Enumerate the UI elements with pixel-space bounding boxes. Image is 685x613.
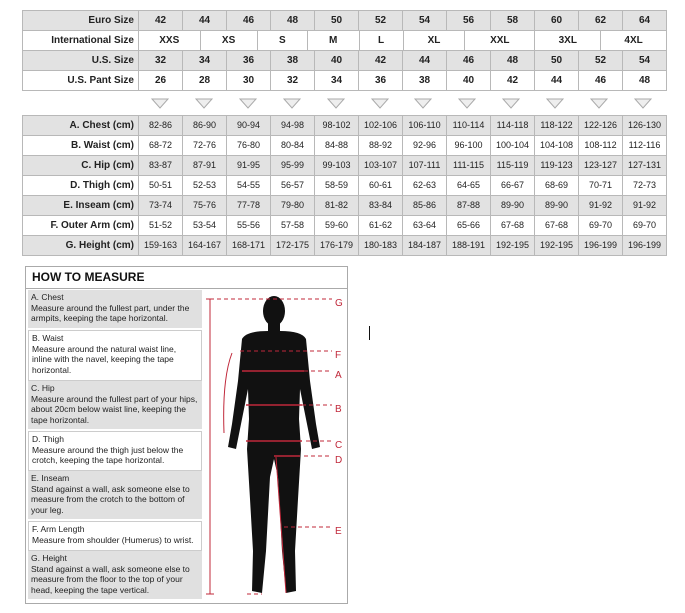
measurement-row [23,216,666,235]
measurement-cell: 68-69 [535,176,578,195]
euro-size-row [23,11,666,30]
measurement-cell: 67-68 [491,216,534,235]
measurement-cell: 60-61 [359,176,402,195]
measurement-cell: 87-88 [447,196,490,215]
how-to-measure-title: HOW TO MEASURE [26,267,347,289]
size-cell: XXS [139,31,200,50]
measurement-row [23,196,666,215]
how-to-measure-panel [25,266,348,604]
measurement-cell: 184-187 [403,236,446,255]
measure-step [28,330,202,381]
step-text: Measure around the fullest part, under the armpits, keeping the tape horizontal. [31,302,190,323]
size-cell: 44 [403,51,446,70]
down-arrow-icon [402,98,446,109]
step-text: Measure around the fullest part of your hips, about 20cm below waist line, keeping the tape horizontal. [31,393,198,425]
size-cell: M [308,31,359,50]
down-arrow-icon [182,98,226,109]
size-cell: 40 [315,51,358,70]
measurement-cell: 127-131 [623,156,666,175]
measurement-cell: 95-99 [271,156,314,175]
measurement-cell: 66-67 [491,176,534,195]
measurement-cell: 84-88 [315,136,358,155]
measurement-cell: 164-167 [183,236,226,255]
size-cell: 50 [315,11,358,30]
measurement-cell: 172-175 [271,236,314,255]
measurement-cell: 112-116 [623,136,666,155]
step-text: Stand against a wall, ask someone else to measure from the floor to the top of your head, keeping the tape vertical. [31,563,190,595]
measurement-cell: 69-70 [623,216,666,235]
row-label: F. Outer Arm (cm) [23,216,138,235]
size-cell: 60 [535,11,578,30]
row-label: C. Hip (cm) [23,156,138,175]
size-cell: 58 [491,11,534,30]
size-cell: 62 [579,11,622,30]
measurement-cell: 188-191 [447,236,490,255]
row-label: G. Height (cm) [23,236,138,255]
step-title: C. Hip [31,383,55,393]
us-pant-size-row [23,71,666,90]
size-cell: 32 [271,71,314,90]
size-cell: 4XL [601,31,666,50]
down-arrow-icon [138,98,182,109]
measurement-cell: 104-108 [535,136,578,155]
measure-step [28,381,202,431]
measurement-cell: 50-51 [139,176,182,195]
measurement-cell: 87-91 [183,156,226,175]
size-cell: 34 [183,51,226,70]
down-arrow-icon [226,98,270,109]
measurement-cell: 75-76 [183,196,226,215]
step-title: A. Chest [31,292,64,302]
measure-step [28,471,202,521]
size-cell: 48 [491,51,534,70]
us-size-row [23,51,666,70]
size-cell: 40 [447,71,490,90]
measurement-cell: 82-86 [139,116,182,135]
measurement-cell: 76-80 [227,136,270,155]
measurement-cell: 52-53 [183,176,226,195]
row-label: E. Inseam (cm) [23,196,138,215]
down-arrow-icon [314,98,358,109]
down-arrow-icon [358,98,402,109]
international-size-row [23,31,666,50]
measurement-row [23,236,666,255]
step-title: D. Thigh [32,434,64,444]
size-cell: 46 [447,51,490,70]
measurement-cell: 192-195 [535,236,578,255]
size-cell: 36 [359,71,402,90]
down-arrow-icon [621,98,665,109]
size-cell: 28 [183,71,226,90]
measurement-cell: 110-114 [447,116,490,135]
size-cell: 36 [227,51,270,70]
size-cell: 34 [315,71,358,90]
size-cell: 42 [139,11,182,30]
measurement-cell: 58-59 [315,176,358,195]
measurement-cell: 196-199 [579,236,622,255]
measure-step [28,431,202,471]
measure-step [28,290,202,330]
measurement-cell: 176-179 [315,236,358,255]
measurement-cell: 192-195 [491,236,534,255]
down-arrow-icon [577,98,621,109]
step-text: Stand against a wall, ask someone else to measure from the crotch to the bottom of your leg. [31,483,190,515]
measurement-cell: 118-122 [535,116,578,135]
size-cell: 30 [227,71,270,90]
size-cell: XXL [465,31,534,50]
down-arrow-icon [445,98,489,109]
body-measurement-figure [202,289,347,603]
measurement-cell: 83-84 [359,196,402,215]
size-cell: 48 [271,11,314,30]
measurement-cell: 72-73 [623,176,666,195]
down-arrow-icon [489,98,533,109]
figure-label: C [335,440,343,451]
size-cell: 44 [535,71,578,90]
size-cell: S [258,31,307,50]
step-title: E. Inseam [31,473,70,483]
measurement-cell: 83-87 [139,156,182,175]
measurement-cell: 57-58 [271,216,314,235]
text-cursor [369,326,370,340]
measurement-cell: 81-82 [315,196,358,215]
measurement-cell: 111-115 [447,156,490,175]
step-title: F. Arm Length [32,524,85,534]
row-label: B. Waist (cm) [23,136,138,155]
measurement-cell: 61-62 [359,216,402,235]
size-cell: 50 [535,51,578,70]
measurement-cell: 77-78 [227,196,270,215]
size-cell: 52 [579,51,622,70]
measurement-cell: 99-103 [315,156,358,175]
measurement-cell: 69-70 [579,216,622,235]
measurement-cell: 79-80 [271,196,314,215]
measurement-cell: 122-126 [579,116,622,135]
measurement-cell: 68-72 [139,136,182,155]
measurement-cell: 168-171 [227,236,270,255]
size-cell: 3XL [535,31,600,50]
measurement-cell: 59-60 [315,216,358,235]
down-arrow-icon [533,98,577,109]
row-label: U.S. Pant Size [23,71,138,90]
row-label: International Size [23,31,138,50]
figure-label: G [335,298,343,309]
measure-step [28,551,202,601]
measurement-cell: 70-71 [579,176,622,195]
size-cell: 26 [139,71,182,90]
measurement-cell: 159-163 [139,236,182,255]
measurement-cell: 72-76 [183,136,226,155]
figure-label: A [335,370,342,381]
figure-labels [335,298,343,537]
size-cell: 64 [623,11,666,30]
step-text: Measure from shoulder (Humerus) to wrist. [32,534,194,545]
measurement-cell: 90-94 [227,116,270,135]
measurement-cell: 108-112 [579,136,622,155]
measurement-row [23,176,666,195]
figure-label: D [335,455,343,466]
size-cell: 42 [359,51,402,70]
measurement-cell: 126-130 [623,116,666,135]
size-cell: 38 [403,71,446,90]
measurement-cell: 63-64 [403,216,446,235]
measurement-cell: 92-96 [403,136,446,155]
measurement-cell: 107-111 [403,156,446,175]
measurement-cell: 114-118 [491,116,534,135]
body-silhouette [228,296,320,593]
row-label: D. Thigh (cm) [23,176,138,195]
measurement-cell: 103-107 [359,156,402,175]
row-label: A. Chest (cm) [23,116,138,135]
size-cell: 46 [227,11,270,30]
measurement-cell: 88-92 [359,136,402,155]
row-label: U.S. Size [23,51,138,70]
measure-steps [28,290,202,601]
measurement-cell: 86-90 [183,116,226,135]
measurement-cell: 65-66 [447,216,490,235]
measurement-cell: 54-55 [227,176,270,195]
step-title: B. Waist [32,333,64,343]
size-cell: XL [404,31,465,50]
measurement-cell: 98-102 [315,116,358,135]
measurement-cell: 80-84 [271,136,314,155]
down-arrow-icon [270,98,314,109]
size-cell: 54 [623,51,666,70]
measurement-cell: 62-63 [403,176,446,195]
measurement-cell: 196-199 [623,236,666,255]
down-arrows [138,98,665,109]
size-cell: 56 [447,11,490,30]
step-text: Measure around the natural waist line, inline with the navel, keeping the tape horizontal. [32,343,177,375]
size-conversion-table [22,10,667,91]
size-cell: 38 [271,51,314,70]
measurement-cell: 89-90 [535,196,578,215]
step-title: G. Height [31,553,67,563]
measurement-cell: 123-127 [579,156,622,175]
measure-step [28,521,202,551]
measurement-cell: 102-106 [359,116,402,135]
measurement-row [23,116,666,135]
measurement-cell: 91-92 [623,196,666,215]
measurement-cell: 106-110 [403,116,446,135]
measurement-cell: 115-119 [491,156,534,175]
measurement-cell: 64-65 [447,176,490,195]
size-cell: 44 [183,11,226,30]
size-cell: L [360,31,403,50]
size-cell: 48 [623,71,666,90]
measurement-cell: 119-123 [535,156,578,175]
measurement-cell: 89-90 [491,196,534,215]
measurement-cell: 73-74 [139,196,182,215]
measurement-row [23,136,666,155]
measurement-row [23,156,666,175]
size-cell: 46 [579,71,622,90]
measurement-cell: 91-92 [579,196,622,215]
figure-label: E [335,526,342,537]
measurement-cell: 94-98 [271,116,314,135]
measurement-cell: 85-86 [403,196,446,215]
figure-label: B [335,404,342,415]
size-cell: 42 [491,71,534,90]
size-cell: XS [201,31,257,50]
measurement-table [22,115,667,256]
step-text: Measure around the thigh just below the crotch, keeping the tape horizontal. [32,444,184,465]
measurement-cell: 180-183 [359,236,402,255]
row-label: Euro Size [23,11,138,30]
measurement-cell: 55-56 [227,216,270,235]
measurement-cell: 51-52 [139,216,182,235]
figure-label: F [335,350,342,361]
measurement-cell: 53-54 [183,216,226,235]
measurement-cell: 96-100 [447,136,490,155]
measurement-cell: 91-95 [227,156,270,175]
size-cell: 32 [139,51,182,70]
size-cell: 54 [403,11,446,30]
measurement-cell: 100-104 [491,136,534,155]
size-cell: 52 [359,11,402,30]
measurement-cell: 67-68 [535,216,578,235]
measurement-cell: 56-57 [271,176,314,195]
